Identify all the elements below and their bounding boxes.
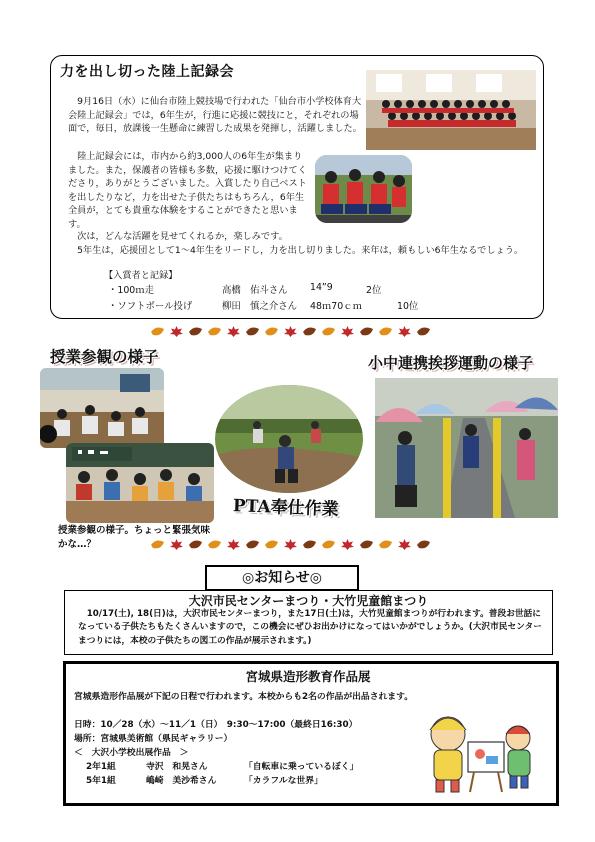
autumn-leaf-icon bbox=[359, 326, 374, 337]
autumn-leaf-icon bbox=[283, 326, 298, 337]
pta-work-title: PTA奉仕作業 bbox=[232, 496, 339, 520]
exhibition-place: 場所：宮城県美術館（県民ギャラリー） bbox=[74, 734, 233, 744]
record-name: 柳田 慎之介さん bbox=[222, 301, 298, 312]
autumn-leaf-icon bbox=[397, 326, 412, 337]
record-result: 48ｍ70ｃｍ bbox=[310, 301, 362, 312]
autumn-leaf-icon bbox=[226, 539, 241, 550]
record-result: 14”9 bbox=[310, 282, 333, 293]
autumn-leaf-icon bbox=[188, 326, 203, 337]
autumn-leaf-icon bbox=[207, 539, 222, 550]
athletics-paragraph-1: 9月16日（水）に仙台市陸上競技場で行われた「仙台市小学校体育大会陸上記録会」では，6年生が，行進に応援に競技にと，それぞれの場面で，毎日，放課後一生懸命に練習した成果を発揮し，活躍しました。 bbox=[68, 96, 362, 135]
autumn-leaf-icon bbox=[416, 539, 431, 550]
work-class: 2年1組 bbox=[86, 762, 116, 772]
autumn-leaf-icon bbox=[226, 326, 241, 337]
work-title: 「カラフルな世界」 bbox=[244, 776, 323, 786]
festival-body: 10/17(土), 18(日)は，大沢市民センターまつり，また17日(土)は，大竹児童館まつりが行われます。普段お世話になっている子供たちもたくさんいますので，この機会にぜひお出かけになってはいかがでしょうか。(大沢市民センターまつりには，本校の子供たちの図工の作品が展示されます。) bbox=[78, 609, 542, 646]
class-observation-title: 授業参観の様子 bbox=[50, 347, 159, 366]
pta-work-photo bbox=[215, 385, 363, 493]
work-title: 「自転車に乗っているぼく」 bbox=[244, 762, 359, 772]
autumn-leaf-icon bbox=[169, 539, 184, 550]
autumn-leaf-icon bbox=[302, 539, 317, 550]
record-row-1 bbox=[0, 282, 595, 296]
record-event: ・ソフトボール投げ bbox=[108, 301, 193, 312]
autumn-leaf-icon bbox=[359, 539, 374, 550]
greeting-campaign-photo bbox=[375, 378, 558, 518]
record-event: ・100ｍ走 bbox=[108, 285, 155, 296]
classroom-photo-2 bbox=[66, 443, 214, 523]
autumn-leaf-icon bbox=[245, 539, 260, 550]
work-artist: 寺沢 和晃さん bbox=[146, 762, 208, 772]
autumn-leaf-icon bbox=[340, 539, 355, 550]
festival-title: 大沢市民センターまつり・大竹児童館まつり bbox=[188, 594, 429, 608]
notice-title: ◎お知らせ◎ bbox=[241, 570, 322, 586]
work-artist: 嶋崎 美沙希さん bbox=[146, 776, 217, 786]
painting-children-illustration bbox=[418, 704, 540, 796]
autumn-leaf-icon bbox=[150, 539, 165, 550]
record-name: 高橋 佑斗さん bbox=[222, 285, 288, 296]
autumn-leaf-icon bbox=[150, 326, 165, 337]
autumn-leaf-icon bbox=[321, 539, 336, 550]
work-class: 5年1組 bbox=[86, 776, 116, 786]
exhibition-date: 日時：10／28（水）～11／1（日） 9:30～17:00（最終日16:30） bbox=[74, 720, 358, 730]
autumn-leaf-icon bbox=[340, 326, 355, 337]
athletics-paragraph-3: 次は，どんな活躍を見せてくれるか，楽しみです。 5年生は，応援団として1～4年生をリードし，力を出し切りました。来年は，頼もしい6年生なるでしょう。 bbox=[77, 231, 524, 256]
exhibition-title: 宮城県造形教育作品展 bbox=[245, 669, 371, 684]
autumn-leaf-icon bbox=[397, 539, 412, 550]
exhibition-intro: 宮城県造形作品展が下記の日程で行われます。本校からも2名の作品が出品されます。 bbox=[74, 692, 413, 702]
autumn-leaf-icon bbox=[283, 539, 298, 550]
athletics-section-title: 力を出し切った陸上記録会 bbox=[60, 64, 234, 80]
students-sitting-photo bbox=[315, 155, 412, 223]
athletics-paragraph-2: 陸上記録会には，市内から約3,000人の6年生が集まりました。また，保護者の皆様も多数，応援に駆けつけてくださり，ありがとうございました。入賞したり自己ベストを出したりなど，力を出せた子供たちはもちろん，6年生全員が，とても貴重な体験をすることができたと思います。 bbox=[68, 151, 307, 230]
record-rank: 10位 bbox=[397, 301, 419, 312]
leaf-ornament-row-top bbox=[150, 326, 431, 337]
autumn-leaf-icon bbox=[378, 326, 393, 337]
autumn-leaf-icon bbox=[378, 539, 393, 550]
record-rank: 2位 bbox=[366, 285, 382, 296]
class-observation-caption: 授業参観の様子。ちょっと緊張気味かな…？ bbox=[58, 525, 211, 550]
autumn-leaf-icon bbox=[302, 326, 317, 337]
autumn-leaf-icon bbox=[188, 539, 203, 550]
greeting-campaign-title: 小中連携挨拶運動の様子 bbox=[368, 354, 534, 372]
records-header: 【入賞者と記録】 bbox=[104, 270, 178, 281]
record-row-2 bbox=[0, 298, 595, 312]
autumn-leaf-icon bbox=[207, 326, 222, 337]
autumn-leaf-icon bbox=[321, 326, 336, 337]
autumn-leaf-icon bbox=[416, 326, 431, 337]
autumn-leaf-icon bbox=[245, 326, 260, 337]
autumn-leaf-icon bbox=[264, 539, 279, 550]
classroom-photo-1 bbox=[40, 368, 164, 448]
autumn-leaf-icon bbox=[264, 326, 279, 337]
athletes-group-photo bbox=[366, 70, 536, 150]
exhibition-works-header: ＜ 大沢小学校出展作品 ＞ bbox=[74, 748, 189, 758]
leaf-ornament-row-bottom bbox=[150, 539, 431, 550]
autumn-leaf-icon bbox=[169, 326, 184, 337]
